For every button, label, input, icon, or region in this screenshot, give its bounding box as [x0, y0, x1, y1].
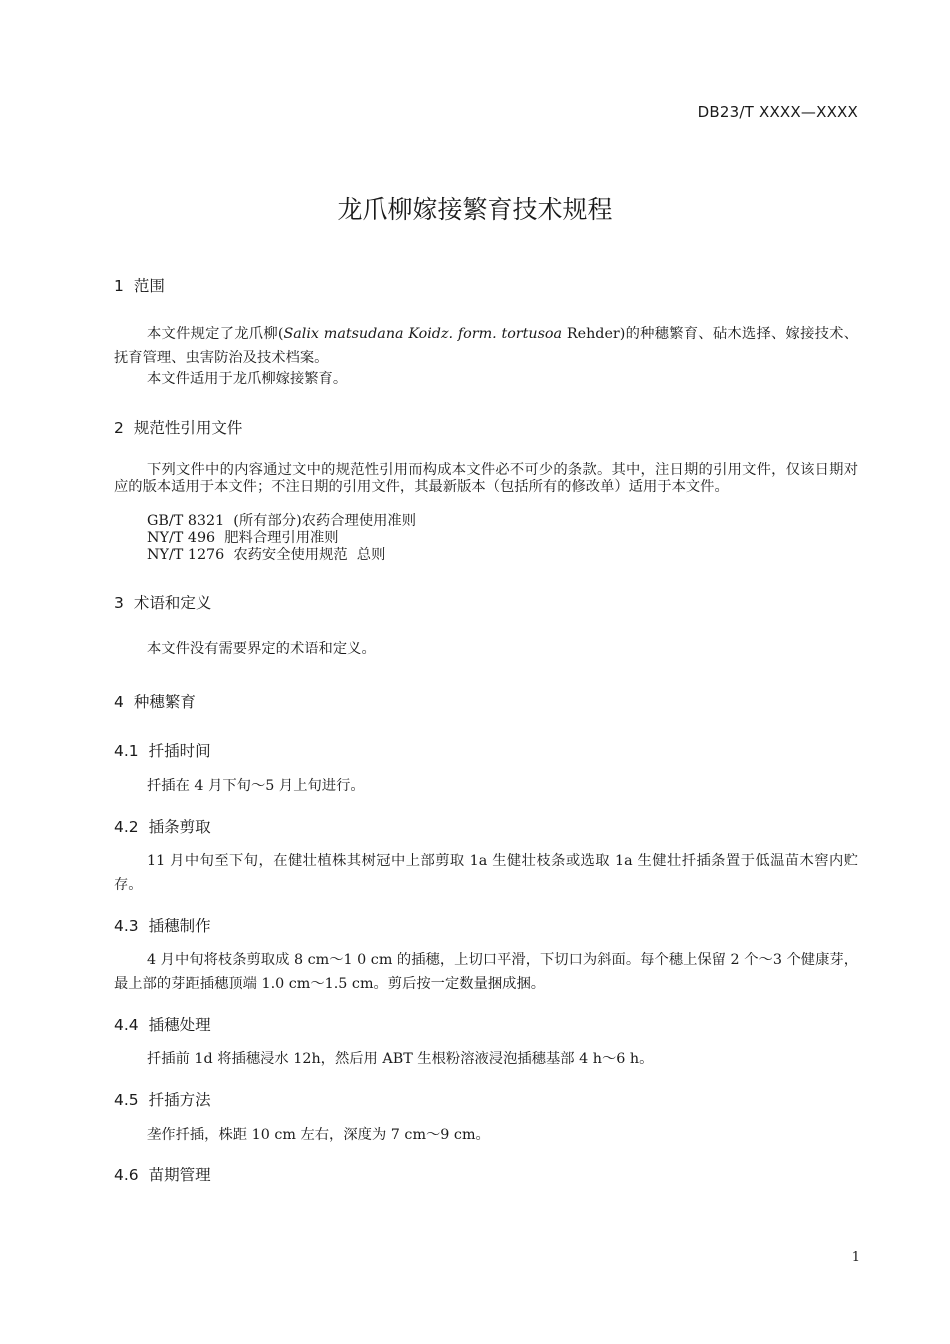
subsection-title: 扦插方法: [148, 1091, 211, 1109]
section-heading-normative-references: [114, 416, 242, 438]
cutting-preparation-paragraph: 4 月中旬将枝条剪取成 8 cm～1 0 cm 的插穗，上切口平滑，下切口为斜面。每个穗上保留 2 个～3 个健康芽，最上部的芽距插穗顶端 1.0 cm～1.5 cm。剪后按一定数量捆成捆。: [114, 952, 858, 992]
section-heading-terms: [114, 591, 211, 613]
reference-item: GB/T 8321 (所有部分)农药合理使用准则: [147, 513, 417, 529]
scope-applicability: 本文件适用于龙爪柳嫁接繁育。: [147, 371, 348, 387]
scope-latin-name: Salix matsudana Koidz. form. tortusoa: [283, 326, 563, 342]
reference-item: NY/T 496 肥料合理引用准则: [147, 530, 339, 546]
section-number: 2: [114, 419, 124, 437]
subsection-number: 4.4: [114, 1016, 139, 1034]
subsection-heading-cutting-treatment: [114, 1013, 211, 1035]
subsection-number: 4.3: [114, 917, 139, 935]
subsection-heading-cutting-time: [114, 739, 211, 761]
section-title: 范围: [133, 277, 165, 295]
document-number: DB23/T XXXX—XXXX: [697, 103, 858, 121]
cutting-collection-paragraph: 11 月中旬至下旬，在健壮植株其树冠中上部剪取 1a 生健壮枝条或选取 1a 生健壮扦插条置于低温苗木窖内贮存。: [114, 853, 858, 893]
section-title: 术语和定义: [133, 594, 212, 612]
subsection-number: 4.5: [114, 1091, 139, 1109]
section-heading-scope: [114, 274, 165, 296]
scope-text-post: Rehder)的种穗繁育、砧木选择、嫁接技术、抚育管理、虫害防治及技术档案。: [114, 326, 858, 366]
cutting-treatment-paragraph: 扦插前 1d 将插穗浸水 12h，然后用 ABT 生根粉溶液浸泡插穗基部 4 h～6 h。: [147, 1051, 654, 1067]
section-number: 3: [114, 594, 124, 612]
section-title: 种穗繁育: [133, 693, 196, 711]
section-heading-scion-propagation: [114, 690, 196, 712]
subsection-number: 4.1: [114, 742, 139, 760]
section-number: 1: [114, 277, 124, 295]
subsection-heading-seedling-management: [114, 1163, 211, 1185]
subsection-number: 4.2: [114, 818, 139, 836]
scope-paragraph: [114, 322, 858, 370]
section-number: 4: [114, 693, 124, 711]
subsection-title: 插穗处理: [148, 1016, 211, 1034]
section-title: 规范性引用文件: [133, 419, 243, 437]
scope-text-pre: 本文件规定了龙爪柳(: [147, 326, 284, 342]
subsection-title: 扦插时间: [148, 742, 211, 760]
document-title: 龙爪柳嫁接繁育技术规程: [337, 195, 613, 224]
cutting-method-paragraph: 垄作扦插，株距 10 cm 左右，深度为 7 cm～9 cm。: [147, 1127, 490, 1143]
subsection-heading-cutting-preparation: [114, 914, 211, 936]
subsection-title: 苗期管理: [148, 1166, 211, 1184]
subsection-heading-cutting-method: [114, 1088, 211, 1110]
cutting-time-paragraph: 扦插在 4 月下旬～5 月上旬进行。: [147, 778, 365, 794]
page-number: 1: [851, 1250, 860, 1265]
terms-paragraph: 本文件没有需要界定的术语和定义。: [147, 641, 376, 657]
subsection-title: 插穗制作: [148, 917, 211, 935]
subsection-number: 4.6: [114, 1166, 139, 1184]
reference-item: NY/T 1276 农药安全使用规范 总则: [147, 547, 386, 563]
subsection-heading-cutting-collection: [114, 815, 211, 837]
references-paragraph: 下列文件中的内容通过文中的规范性引用而构成本文件必不可少的条款。其中，注日期的引用文件，仅该日期对应的版本适用于本文件；不注日期的引用文件，其最新版本（包括所有的修改单）适用于本文件。: [114, 462, 858, 495]
subsection-title: 插条剪取: [148, 818, 211, 836]
